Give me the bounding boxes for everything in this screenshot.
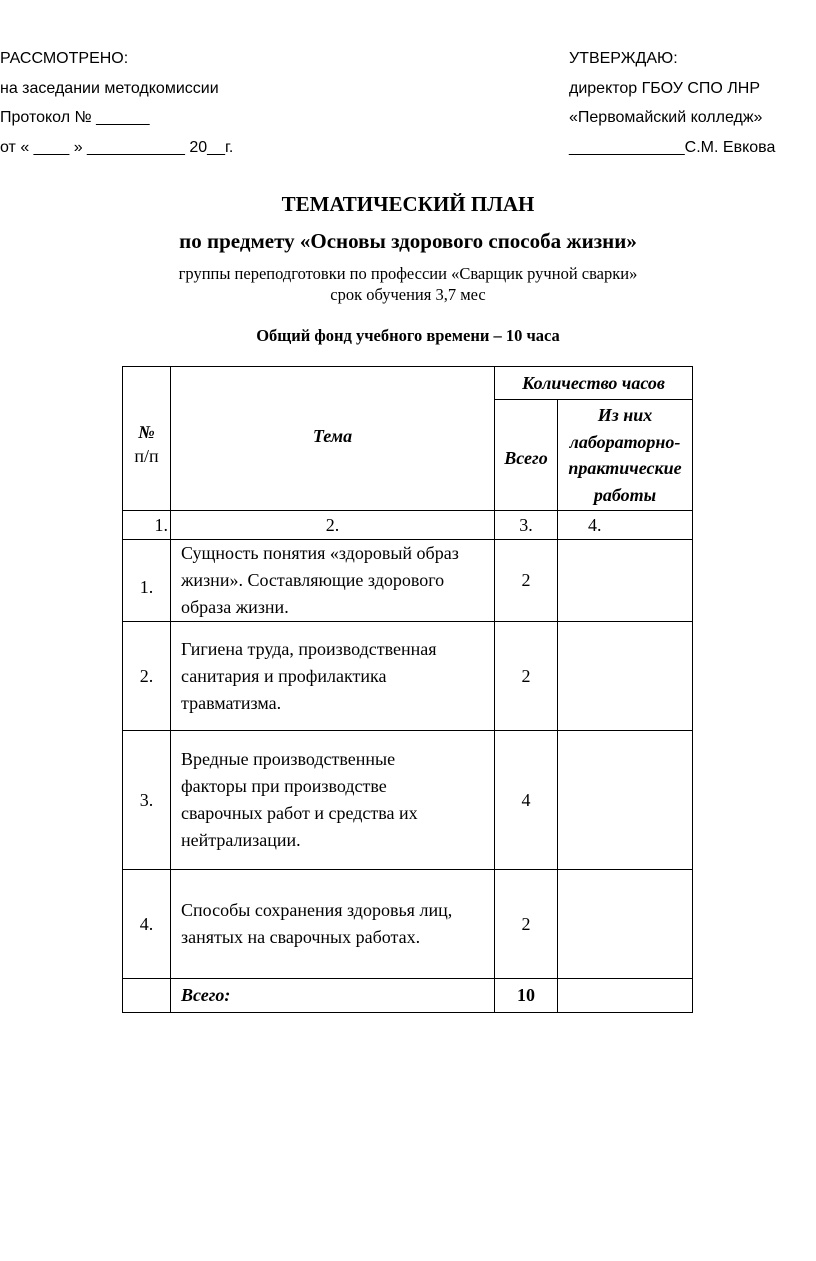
row-topic-line: Вредные производственные [181, 749, 396, 769]
row-topic-line: жизни». Составляющие здорового [181, 570, 445, 590]
header-topic: Тема [171, 367, 495, 511]
row-topic-line: Сущность понятия «здоровый образ [181, 543, 459, 563]
row-total: 2 [495, 870, 558, 979]
header-lab-cell [558, 400, 693, 511]
row-lab [558, 731, 693, 870]
document-term: срок обучения 3,7 мес [330, 285, 486, 304]
approval-right-block [569, 44, 775, 162]
column-number: 2. [171, 511, 495, 540]
row-total: 2 [495, 622, 558, 731]
table-row [123, 870, 693, 979]
footer-lab-cell [558, 979, 693, 1013]
approval-left-date: от « ____ » ___________ 20__г. [0, 138, 234, 156]
approval-left-heading: РАССМОТРЕНО: [0, 50, 129, 67]
row-topic [171, 622, 495, 731]
column-number: 3. [495, 511, 558, 540]
table-row [123, 731, 693, 870]
approval-right-institution: «Первомайский колледж» [569, 109, 763, 126]
row-lab [558, 622, 693, 731]
column-number: 1. [123, 511, 171, 540]
header-num-label: п/п [134, 445, 159, 466]
approval-left-committee: на заседании методкомиссии [0, 79, 219, 97]
row-topic-line: Способы сохранения здоровья лиц, [181, 900, 453, 920]
thematic-plan-table [122, 366, 693, 1013]
row-lab [558, 870, 693, 979]
document-subject: по предмету «Основы здорового способа жизни» [179, 229, 637, 253]
approval-right-position: директор ГБОУ СПО ЛНР [569, 79, 760, 97]
header-num-cell [123, 367, 171, 511]
row-topic [171, 540, 495, 622]
approval-left-block [0, 44, 233, 162]
row-total: 4 [495, 731, 558, 870]
row-topic-line: травматизма. [181, 692, 282, 713]
row-topic-line: занятых на сварочных работах. [181, 927, 421, 947]
row-topic-line: сварочных работ и средства их [181, 803, 418, 823]
document-group: группы переподготовки по профессии «Сварщик ручной сварки» [178, 264, 638, 283]
footer-empty-cell [123, 979, 171, 1013]
row-number: 4. [123, 870, 171, 979]
document-title: ТЕМАТИЧЕСКИЙ ПЛАН [281, 192, 535, 216]
table-row [123, 622, 693, 731]
table-row [123, 540, 693, 622]
header-num-symbol: № [138, 421, 155, 442]
row-topic-line: санитария и профилактика [181, 665, 387, 686]
approval-left-protocol: Протокол № ______ [0, 109, 150, 126]
row-total: 2 [495, 540, 558, 622]
row-topic-line: Гигиена труда, производственная [181, 638, 437, 659]
row-topic [171, 870, 495, 979]
header-lab-line: работы [593, 484, 657, 505]
document-time-fund: Общий фонд учебного времени – 10 часа [256, 326, 560, 345]
header-lab-line: Из них [597, 405, 653, 425]
header-lab-line: лабораторно- [569, 431, 681, 452]
row-topic [171, 731, 495, 870]
header-hours: Количество часов [495, 367, 693, 400]
row-number: 1. [123, 540, 171, 622]
column-number: 4. [558, 511, 693, 540]
approval-right-signature: _____________С.М. Евкова [569, 138, 776, 156]
row-topic-line: нейтрализации. [181, 830, 301, 850]
row-topic-line: факторы при производстве [181, 776, 387, 796]
footer-total: 10 [495, 979, 558, 1013]
row-lab [558, 540, 693, 622]
header-total: Всего [495, 400, 558, 511]
approval-right-heading: УТВЕРЖДАЮ: [569, 50, 678, 67]
row-number: 2. [123, 622, 171, 731]
table-footer-row [123, 979, 693, 1013]
column-number-row [123, 511, 693, 540]
header-lab-line: практические [568, 458, 682, 478]
row-number: 3. [123, 731, 171, 870]
row-topic-line: образа жизни. [181, 597, 289, 617]
footer-label: Всего: [171, 979, 495, 1013]
